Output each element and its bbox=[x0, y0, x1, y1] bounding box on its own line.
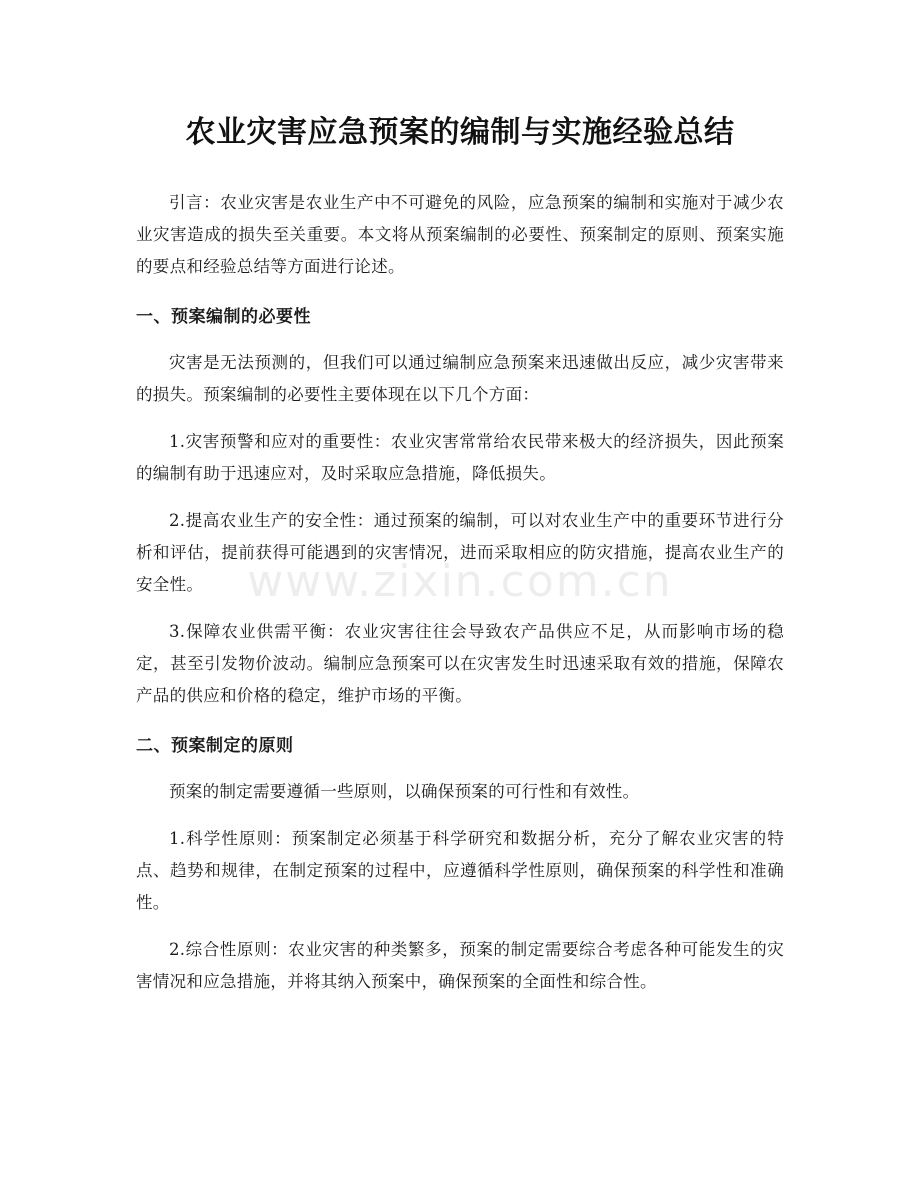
document-title: 农业灾害应急预案的编制与实施经验总结 bbox=[185, 115, 735, 150]
section-1-paragraph-1: 灾害是无法预测的，但我们可以通过编制应急预案来迅速做出反应，减少灾害带来的损失。预案编制的必要性主要体现在以下几个方面： bbox=[136, 353, 784, 404]
section-heading-2: 二、预案制定的原则 bbox=[136, 736, 294, 756]
section-1-paragraph-2: 1.灾害预警和应对的重要性：农业灾害常常给农民带来极大的经济损失，因此预案的编制有助于迅速应对，及时采取应急措施，降低损失。 bbox=[136, 432, 784, 483]
section-1-paragraph-4: 3.保障农业供需平衡：农业灾害往往会导致农产品供应不足，从而影响市场的稳定，甚至引发物价波动。编制应急预案可以在灾害发生时迅速采取有效的措施，保障农产品的供应和价格的稳定，维护市场的平衡。 bbox=[136, 622, 784, 705]
section-2-paragraph-2: 1.科学性原则：预案制定必须基于科学研究和数据分析，充分了解农业灾害的特点、趋势和规律，在制定预案的过程中，应遵循科学性原则，确保预案的科学性和准确性。 bbox=[136, 829, 784, 912]
section-2-paragraph-1: 预案的制定需要遵循一些原则，以确保预案的可行性和有效性。 bbox=[169, 782, 640, 801]
section-heading-1: 一、预案编制的必要性 bbox=[136, 307, 311, 327]
section-2-paragraph-3: 2.综合性原则：农业灾害的种类繁多，预案的制定需要综合考虑各种可能发生的灾害情况和应急措施，并将其纳入预案中，确保预案的全面性和综合性。 bbox=[136, 940, 784, 991]
section-1-paragraph-3: 2.提高农业生产的安全性：通过预案的编制，可以对农业生产中的重要环节进行分析和评估，提前获得可能遇到的灾害情况，进而采取相应的防灾措施，提高农业生产的安全性。 bbox=[136, 511, 784, 594]
watermark: www.zixin.com.cn bbox=[247, 556, 673, 607]
intro-paragraph: 引言：农业灾害是农业生产中不可避免的风险，应急预案的编制和实施对于减少农业灾害造成的损失至关重要。本文将从预案编制的必要性、预案制定的原则、预案实施的要点和经验总结等方面进行论述。 bbox=[136, 193, 784, 276]
